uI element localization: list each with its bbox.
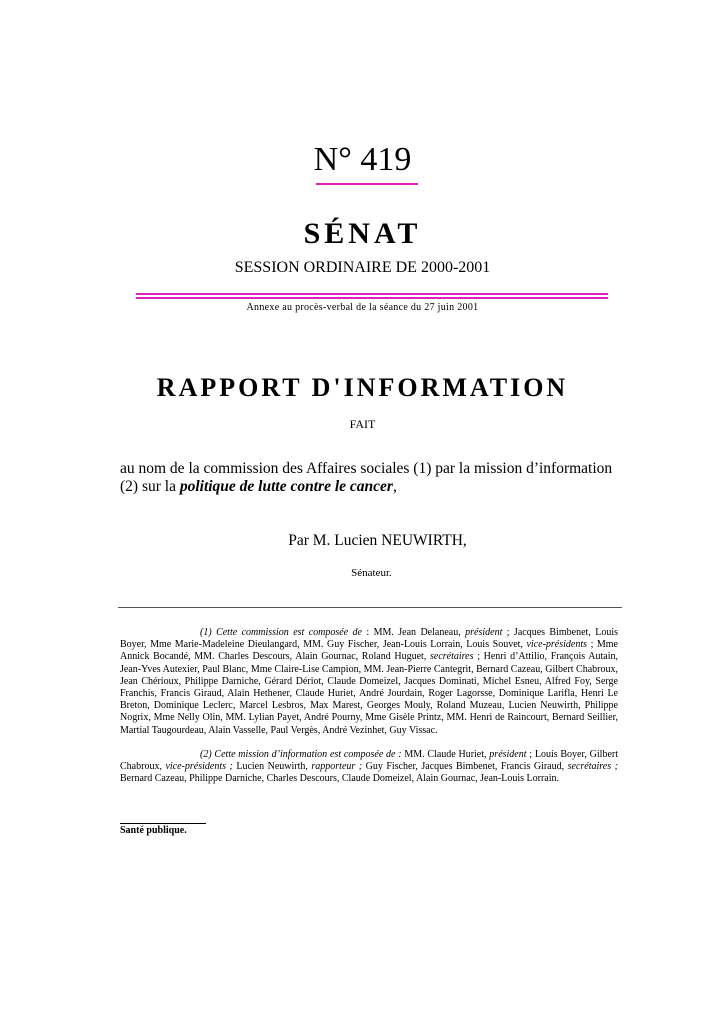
- note2-secretaires: secrétaires ;: [567, 761, 618, 773]
- document-number: N° 419: [313, 141, 412, 178]
- note1-text-3: ; Mme Annick Bocandé, MM. Charles Descours, Alain Gournac, Roland Huguet,: [120, 639, 618, 663]
- author-title-line: [0, 566, 725, 580]
- author-line: [0, 530, 725, 552]
- note2-vice: vice-présidents ;: [165, 761, 233, 773]
- report-title: RAPPORT D'INFORMATION: [156, 373, 569, 402]
- note2-text-2: ; Louis Boyer, Gilbert Chabroux,: [120, 749, 619, 773]
- fait-label: FAIT: [349, 417, 376, 431]
- number-underline: [316, 183, 418, 185]
- theme-label: Santé publique.: [120, 825, 187, 836]
- header-double-line-bottom: [136, 297, 608, 299]
- note1-president: président: [465, 627, 503, 638]
- footnote-mission: [120, 749, 618, 786]
- note1-text-1: : MM. Jean Delaneau,: [362, 627, 466, 638]
- note1-secretaires: secrétaires: [430, 651, 474, 663]
- object-text: au nom de la commission des Affaires sociales (1) par la mission d’information (2) sur la: [120, 460, 613, 495]
- object-tail: ,: [392, 478, 397, 495]
- note2-text-3: Lucien Neuwirth,: [232, 761, 312, 773]
- header-double-line-top: [136, 293, 608, 295]
- note1-text-2: ; Jacques Bimbenet, Louis Boyer, Mme Marie-Madeleine Dieulangard, MM. Guy Fischer, Jean-Louis Lorrain, Louis Souvet,: [120, 627, 619, 651]
- note2-text-4: Guy Fischer, Jacques Bimbenet, Francis Giraud,: [362, 761, 568, 773]
- institution-title: SÉNAT: [303, 217, 422, 250]
- notes-separator: [118, 607, 622, 608]
- annexe-note: Annexe au procès-verbal de la séance du 27 juin 2001: [246, 302, 479, 313]
- note2-rapporteur: rapporteur ;: [311, 761, 363, 773]
- author-name: Par M. Lucien NEUWIRTH,: [288, 532, 467, 549]
- report-object: [120, 460, 620, 496]
- note2-lead: (2) Cette mission d’information est composée de :: [200, 749, 402, 760]
- note2-president: président: [489, 749, 527, 760]
- session-label: SESSION ORDINAIRE DE 2000-2001: [234, 259, 491, 276]
- note1-vice: vice-présidents: [526, 639, 588, 651]
- note1-lead: (1) Cette commission est composée de: [200, 627, 362, 638]
- note1-text-4: ; Henri d’Attilio, François Autain, Jean-Yves Autexier, Paul Blanc, Mme Claire-Lise Campion, MM. Jean-Pierre Cantegrit, Bernard Cazeau, Gilbert Chabroux, Jean Chérioux, Philippe Darniche, Gérard Dériot, Claude Domeizel, Jacques Dominati, Michel Esneu, Alfred Foy, Serge Franchis, Francis Giraud, Alain Hethener, Claude Huriet, André Jourdain, Roger Lagorsse, Dominique Larifla, Henri Le Breton, Dominique Leclerc, Marcel Lesbros, Max Marest, Georges Mouly, Roland Muzeau, Lucien Neuwirth, Philippe Nogrix, Mme Nelly Olin, MM. Lylian Payet, André Pourny, Mme Gisèle Printz, MM. Henri de Raincourt, Bernard Seillier, Martial Taugourdeau, Alain Vasselle, Paul Vergès, André Vezinhet, Guy Vissac.: [120, 651, 619, 736]
- footnote-commission: [120, 627, 618, 737]
- object-subject: politique de lutte contre le cancer: [179, 478, 393, 495]
- author-title: Sénateur.: [351, 567, 392, 579]
- note2-text-5: Bernard Cazeau, Philippe Darniche, Charles Descours, Claude Domeizel, Alain Gournac, Jean-Louis Lorrain.: [120, 773, 560, 785]
- note2-text-1: MM. Claude Huriet,: [401, 749, 490, 760]
